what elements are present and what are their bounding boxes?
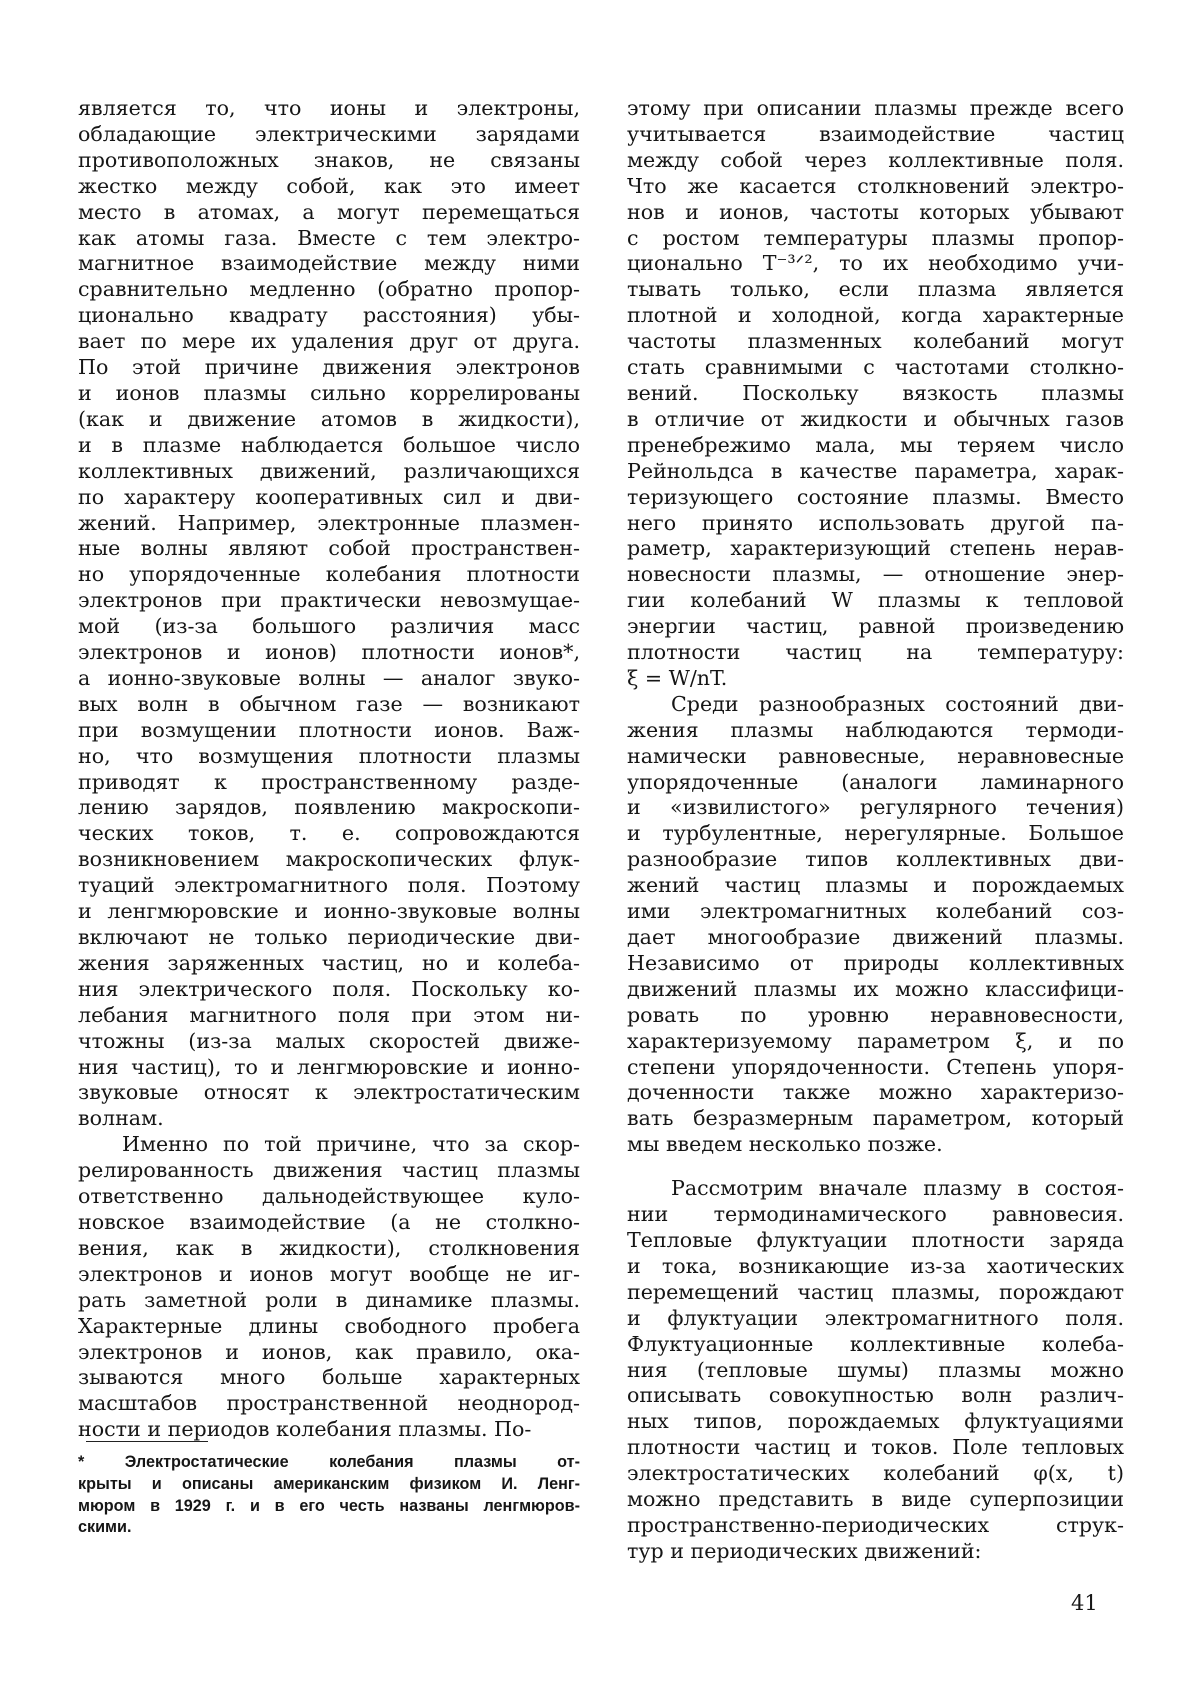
text-line: и «извилистого» регулярного течения) xyxy=(627,795,1124,820)
text-line: характеризуемому параметром ξ, и по xyxy=(627,1028,1124,1053)
text-line: нии термодинамического равновесия. xyxy=(627,1202,1124,1227)
paragraph-gap xyxy=(627,1158,1124,1176)
text-line: как атомы газа. Вместе с тем электро- xyxy=(78,225,580,250)
text-line: но, что возмущения плотности плазмы xyxy=(78,743,580,768)
text-line: дает многообразие движений плазмы. xyxy=(627,925,1124,949)
text-line: мой (из-за большого различия масс xyxy=(78,614,580,639)
text-line: и ионов плазмы сильно коррелированы xyxy=(78,380,580,405)
text-line: ные волны являют собой пространствен- xyxy=(78,536,580,561)
text-line: мюром в 1929 г. и в его честь названы ленгмюров- xyxy=(78,1496,580,1515)
text-line: магнитное взаимодействие между ними xyxy=(78,251,580,276)
text-line: ξ = W/nT. xyxy=(627,665,728,690)
text-line: сравнительно медленно (обратно пропор- xyxy=(78,277,580,302)
text-line: новесности плазмы, — отношение энер- xyxy=(627,562,1124,587)
text-line: жения заряженных частиц, но и колеба- xyxy=(78,950,580,975)
text-line: Характерные длины свободного пробега xyxy=(78,1313,580,1338)
text-line: ния (тепловые шумы) плазмы можно xyxy=(627,1357,1124,1382)
text-line: но упорядоченные колебания плотности xyxy=(78,562,580,587)
right-column xyxy=(627,96,1124,1565)
text-line: зываются много больше характерных xyxy=(78,1365,580,1390)
text-line: Что же касается столкновений электро- xyxy=(627,173,1124,198)
text-line: с ростом температуры плазмы пропор- xyxy=(627,225,1124,250)
text-line: упорядоченные (аналоги ламинарного xyxy=(627,769,1124,794)
text-line: частоты плазменных колебаний могут xyxy=(627,329,1124,354)
text-line: лению зарядов, появлению макроскопи- xyxy=(78,795,580,820)
text-line: при возмущении плотности ионов. Важ- xyxy=(78,717,580,742)
text-line: Флуктуационные коллективные колеба- xyxy=(627,1331,1124,1356)
text-line: тывать только, если плазма является xyxy=(627,277,1124,302)
text-line: по характеру кооперативных сил и дви- xyxy=(78,484,580,509)
text-line: и флуктуации электромагнитного поля. xyxy=(627,1305,1124,1330)
text-line: вых волн в обычном газе — возникают xyxy=(78,691,580,716)
text-line: электронов и ионов, как правило, ока- xyxy=(78,1339,580,1364)
text-line: стать сравнимыми с частотами столкно- xyxy=(627,355,1124,380)
text-line: описывать совокупностью волн различ- xyxy=(627,1383,1124,1408)
text-line: масштабов пространственной неоднород- xyxy=(78,1391,580,1416)
text-line: пренебрежимо мала, мы теряем число xyxy=(627,432,1124,457)
page-number: 41 xyxy=(1071,1591,1098,1615)
text-line: пространственно-периодических струк- xyxy=(627,1512,1124,1537)
text-line: и турбулентные, нерегулярные. Большое xyxy=(627,821,1124,846)
text-line: степени упорядоченности. Степень упоря- xyxy=(627,1054,1124,1079)
text-line: крыты и описаны американским физиком И. Ленг- xyxy=(78,1474,580,1493)
text-line: скими. xyxy=(78,1518,132,1537)
text-line: теризующего состояние плазмы. Вместо xyxy=(627,484,1124,509)
text-line: в отличие от жидкости и обычных газов xyxy=(627,406,1124,431)
text-line: намически равновесные, неравновесные xyxy=(627,743,1124,768)
text-line: а ионно-звуковые волны — аналог звуко- xyxy=(78,665,580,690)
text-line: включают не только периодические дви- xyxy=(78,925,580,949)
text-line: электронов при практически невозмущае- xyxy=(78,588,580,613)
left-paragraph-1 xyxy=(78,96,580,1132)
text-line: перемещений частиц плазмы, порождают xyxy=(627,1279,1124,1304)
text-line: чтожны (из-за малых скоростей движе- xyxy=(78,1028,580,1053)
text-line: него принято использовать другой па- xyxy=(627,510,1124,535)
text-line: жений частиц плазмы и порождаемых xyxy=(627,873,1124,898)
text-line: разнообразие типов коллективных дви- xyxy=(627,847,1124,872)
text-line: плотности частиц и токов. Поле тепловых xyxy=(627,1435,1124,1460)
text-line: лебания магнитного поля при этом ни- xyxy=(78,1002,580,1027)
text-line: нов и ионов, частоты которых убывают xyxy=(627,199,1124,224)
text-line: ционально T⁻³ᐟ², то их необходимо учи- xyxy=(627,251,1124,276)
text-line: энергии частиц, равной произведению xyxy=(627,614,1124,639)
text-line: волнам. xyxy=(78,1106,164,1131)
text-line: Именно по той причине, что за скор- xyxy=(122,1132,580,1157)
text-line: Среди разнообразных состояний дви- xyxy=(671,691,1124,716)
text-line: туаций электромагнитного поля. Поэтому xyxy=(78,873,580,898)
text-line: ности и периодов колебания плазмы. По- xyxy=(78,1417,532,1442)
text-line: новское взаимодействие (а не столкно- xyxy=(78,1209,580,1234)
text-line: жения плазмы наблюдаются термоди- xyxy=(627,717,1124,742)
text-line: плотности частиц на температуру: xyxy=(627,640,1124,665)
text-line: рать заметной роли в динамике плазмы. xyxy=(78,1287,580,1312)
text-line: и тока, возникающие из-за хаотических xyxy=(627,1253,1124,1278)
text-line: Рассмотрим вначале плазму в состоя- xyxy=(671,1176,1124,1201)
text-line: можно представить в виде суперпозиции xyxy=(627,1487,1124,1512)
text-line: вения, как в жидкости), столкновения xyxy=(78,1235,580,1260)
text-line: электронов и ионов могут вообще не иг- xyxy=(78,1261,580,1286)
right-paragraph-1 xyxy=(627,96,1124,692)
text-line: обладающие электрическими зарядами xyxy=(78,121,580,146)
text-line: движений плазмы их можно классифици- xyxy=(627,976,1124,1001)
text-line: Рейнольдса в качестве параметра, харак- xyxy=(627,458,1124,483)
text-line: учитывается взаимодействие частиц xyxy=(627,121,1124,146)
text-line: жестко между собой, как это имеет xyxy=(78,173,580,198)
text-line: релированность движения частиц плазмы xyxy=(78,1158,580,1183)
right-paragraph-2 xyxy=(627,692,1124,1158)
text-line: тур и периодических движений: xyxy=(627,1538,982,1563)
text-line: вать безразмерным параметром, который xyxy=(627,1106,1124,1131)
text-line: ими электромагнитных колебаний соз- xyxy=(627,899,1124,924)
text-line: возникновением макроскопических флук- xyxy=(78,847,580,872)
text-line: коллективных движений, различающихся xyxy=(78,458,580,483)
text-line: жений. Например, электронные плазмен- xyxy=(78,510,580,535)
footnote xyxy=(78,1452,580,1539)
text-line: вает по мере их удаления друг от друга. xyxy=(78,329,580,354)
text-line: звуковые относят к электростатическим xyxy=(78,1080,580,1105)
text-line: противоположных знаков, не связаны xyxy=(78,147,580,172)
text-line: (как и движение атомов в жидкости), xyxy=(78,406,580,431)
text-line: мы введем несколько позже. xyxy=(627,1132,943,1157)
text-line: этому при описании плазмы прежде всего xyxy=(627,96,1124,120)
text-line: вений. Поскольку вязкость плазмы xyxy=(627,380,1124,405)
text-line: * Электростатические колебания плазмы от- xyxy=(78,1453,580,1471)
left-column xyxy=(78,96,580,1443)
text-line: Тепловые флуктуации плотности заряда xyxy=(627,1227,1124,1252)
text-line: доченности также можно характеризо- xyxy=(627,1080,1124,1105)
text-line: По этой причине движения электронов xyxy=(78,355,580,380)
text-line: и в плазме наблюдается большое число xyxy=(78,432,580,457)
text-line: ответственно дальнодействующее куло- xyxy=(78,1184,580,1209)
text-line: плотной и холодной, когда характерные xyxy=(627,303,1124,328)
text-line: электронов и ионов) плотности ионов*, xyxy=(78,640,580,665)
text-line: является то, что ионы и электроны, xyxy=(78,96,580,120)
left-paragraph-2 xyxy=(78,1132,580,1443)
text-line: ровать по уровню неравновесности, xyxy=(627,1002,1124,1027)
text-line: ционально квадрату расстояния) убы- xyxy=(78,303,580,328)
text-line: между собой через коллективные поля. xyxy=(627,147,1124,172)
text-line: ческих токов, т. е. сопровождаются xyxy=(78,821,580,846)
footnote-divider xyxy=(86,1441,208,1442)
text-line: ных типов, порождаемых флуктуациями xyxy=(627,1409,1124,1434)
text-line: место в атомах, а могут перемещаться xyxy=(78,199,580,224)
text-line: приводят к пространственному разде- xyxy=(78,769,580,794)
text-line: Независимо от природы коллективных xyxy=(627,950,1124,975)
text-line: электростатических колебаний φ(x, t) xyxy=(627,1461,1124,1486)
text-line: ния электрического поля. Поскольку ко- xyxy=(78,976,580,1001)
right-paragraph-3 xyxy=(627,1176,1124,1565)
text-line: гии колебаний W плазмы к тепловой xyxy=(627,588,1124,613)
text-line: раметр, характеризующий степень нерав- xyxy=(627,536,1124,561)
text-line: и ленгмюровские и ионно-звуковые волны xyxy=(78,899,580,924)
text-line: ния частиц), то и ленгмюровские и ионно- xyxy=(78,1054,580,1079)
